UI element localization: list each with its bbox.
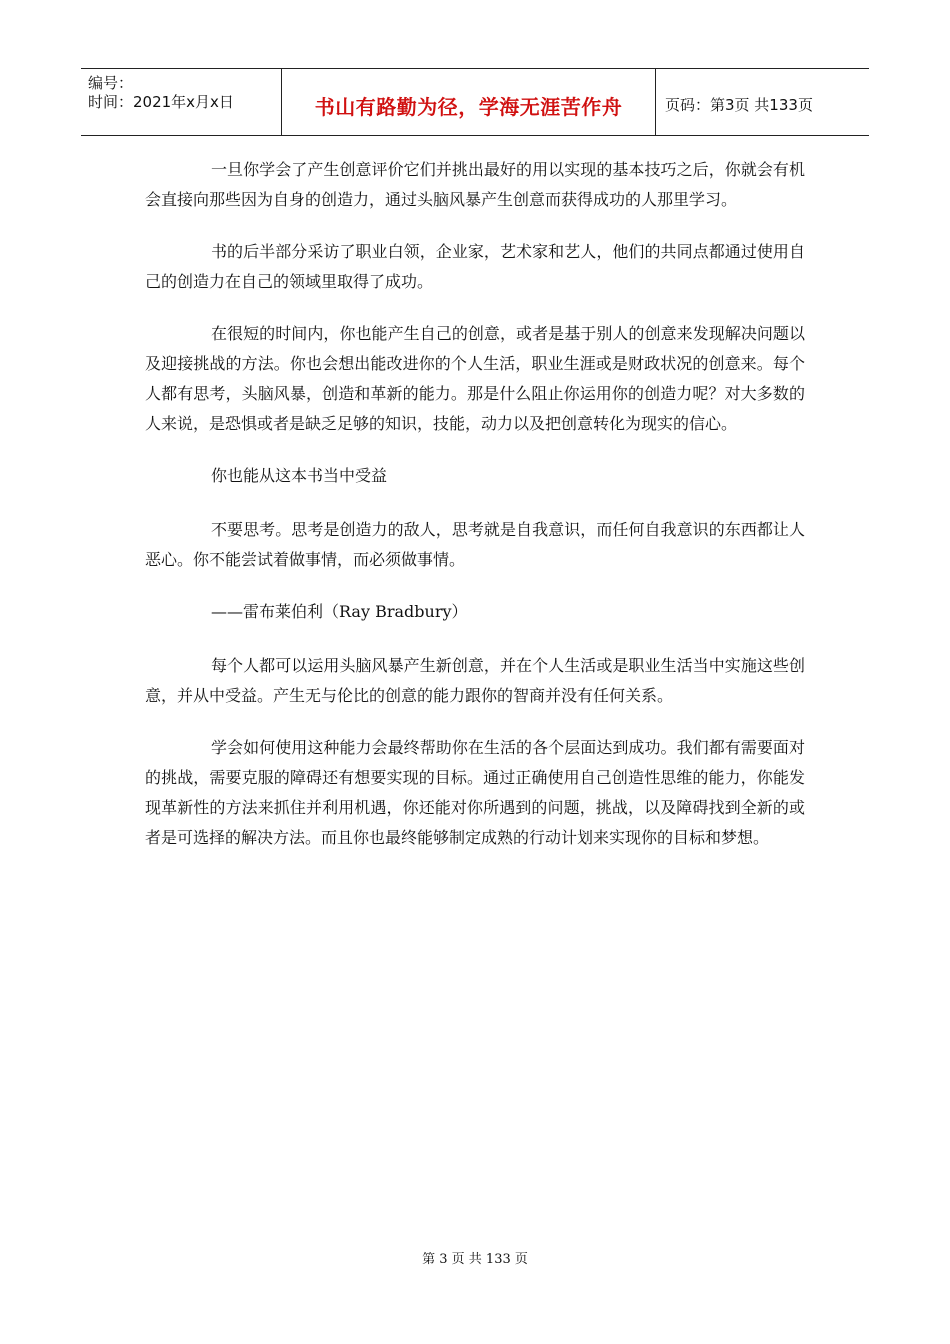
document-number-label: 编号：	[88, 74, 134, 92]
header-motto-cell	[282, 69, 656, 135]
header-meta-cell	[81, 69, 282, 135]
header-motto: 书山有路勤为径，学海无涯苦作舟	[314, 94, 623, 119]
document-date-label: 时间：2021年x月x日	[88, 93, 234, 111]
paragraph: 每个人都可以运用头脑风暴产生新创意，并在个人生活或是职业生活当中实施这些创意，并从中受益。产生无与伦比的创意的能力跟你的智商并没有任何关系。	[145, 656, 805, 705]
page-footer: 第 3 页 共 133 页	[422, 1252, 528, 1267]
section-heading: 你也能从这本书当中受益	[211, 466, 388, 485]
paragraph: 一旦你学会了产生创意评价它们并挑出最好的用以实现的基本技巧之后，你就会有机会直接向那些因为自身的创造力，通过头脑风暴产生创意而获得成功的人那里学习。	[145, 160, 805, 209]
document-body	[145, 155, 805, 875]
quote-paragraph: 不要思考。思考是创造力的敌人，思考就是自我意识，而任何自我意识的东西都让人恶心。你不能尝试着做事情，而必须做事情。	[145, 520, 805, 569]
paragraph: 书的后半部分采访了职业白领，企业家，艺术家和艺人，他们的共同点都通过使用自己的创造力在自己的领域里取得了成功。	[145, 242, 805, 291]
header-page-cell	[656, 69, 869, 135]
header-page-number: 页码：第3页 共133页	[665, 95, 813, 114]
paragraph: 在很短的时间内，你也能产生自己的创意，或者是基于别人的创意来发现解决问题以及迎接挑战的方法。你也会想出能改进你的个人生活，职业生涯或是财政状况的创意来。每个人都有思考，头脑风暴，创造和革新的能力。那是什么阻止你运用你的创造力呢？对大多数的人来说，是恐惧或者是缺乏足够的知识，技能，动力以及把创意转化为现实的信心。	[145, 324, 805, 433]
paragraph: 学会如何使用这种能力会最终帮助你在生活的各个层面达到成功。我们都有需要面对的挑战，需要克服的障碍还有想要实现的目标。通过正确使用自己创造性思维的能力，你能发现革新性的方法来抓住并利用机遇，你还能对你所遇到的问题，挑战，以及障碍找到全新的或者是可选择的解决方法。而且你也最终能够制定成熟的行动计划来实现你的目标和梦想。	[145, 738, 805, 847]
quote-attribution: ——雷布莱伯利（Ray Bradbury）	[211, 602, 468, 621]
page-header	[81, 68, 869, 136]
